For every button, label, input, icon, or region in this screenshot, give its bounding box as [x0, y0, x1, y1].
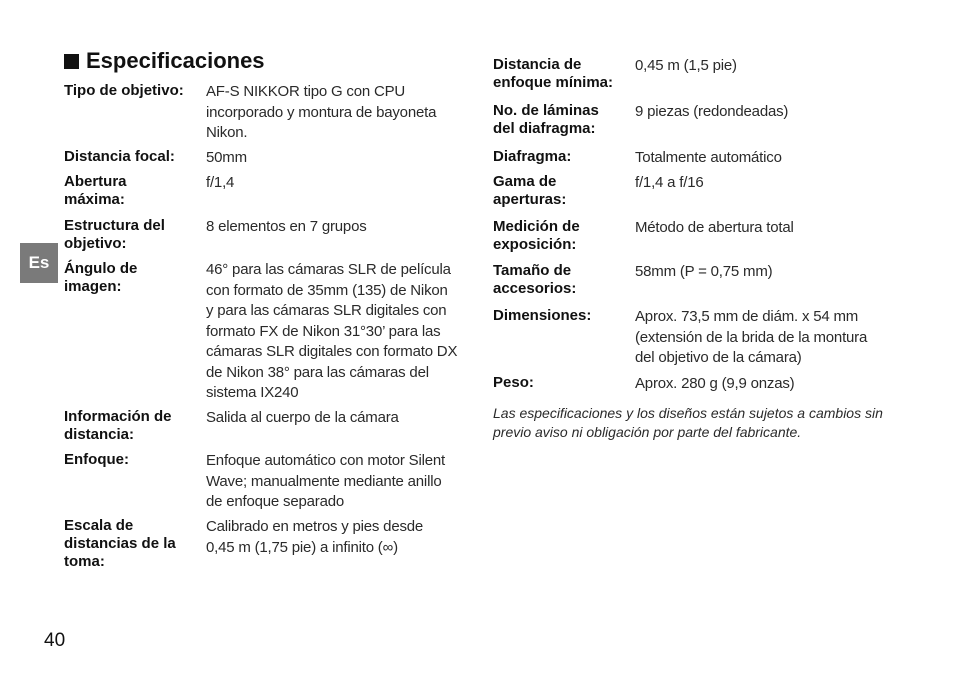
spec-row-informacion-distancia	[64, 408, 399, 444]
spec-label: Distancia de enfoque mínima:	[493, 56, 614, 91]
spec-row-peso	[493, 374, 794, 395]
spec-value: Salida al cuerpo de la cámara	[206, 409, 399, 426]
spec-label: Abertura máxima:	[64, 173, 127, 208]
spec-value: Calibrado en metros y pies desde 0,45 m (1,75 pie) a infinito (∞)	[206, 518, 424, 556]
spec-row-enfoque	[64, 451, 458, 513]
spec-value: Aprox. 73,5 mm de diám. x 54 mm (extensión de la brida de la montura del objetivo de la cámara)	[635, 308, 868, 366]
spec-row-tipo-objetivo	[64, 82, 458, 144]
spec-row-distancia-enfoque-minima	[493, 56, 737, 92]
spec-label: Peso:	[493, 374, 534, 391]
spec-row-diafragma	[493, 148, 782, 169]
spec-value: 58mm (P = 0,75 mm)	[635, 263, 773, 280]
spec-label: Información de distancia:	[64, 408, 172, 443]
spec-label: Distancia focal:	[64, 148, 175, 165]
spec-value: Totalmente automático	[635, 149, 782, 166]
spec-label: Gama de aperturas:	[493, 173, 567, 208]
spec-row-laminas-diafragma	[493, 102, 788, 138]
spec-label: Tamaño de accesorios:	[493, 262, 577, 297]
spec-value: Método de abertura total	[635, 219, 794, 236]
spec-row-estructura	[64, 217, 367, 253]
spec-row-escala-distancias	[64, 517, 436, 571]
spec-label: Tipo de objetivo:	[64, 82, 184, 99]
spec-value: 0,45 m (1,5 pie)	[635, 57, 737, 74]
spec-value: Enfoque automático con motor Silent Wave; manualmente mediante anillo de enfoque separado	[206, 452, 445, 510]
spec-row-abertura-maxima	[64, 173, 234, 209]
spec-label: No. de láminas del diafragma:	[493, 102, 599, 137]
spec-value: AF-S NIKKOR tipo G con CPU incorporado y montura de bayoneta Nikon.	[206, 83, 437, 141]
section-title	[64, 48, 265, 74]
section-title-text: Especificaciones	[86, 48, 265, 73]
spec-label: Enfoque:	[64, 451, 129, 468]
spec-value: 50mm	[206, 149, 247, 166]
spec-row-gama-aperturas	[493, 173, 703, 209]
spec-label: Escala de distancias de la toma:	[64, 517, 176, 570]
spec-label: Diafragma:	[493, 148, 572, 165]
square-bullet-icon	[64, 54, 79, 69]
spec-label: Estructura del objetivo:	[64, 217, 165, 252]
spec-value: f/1,4 a f/16	[635, 174, 704, 191]
spec-label: Ángulo de imagen:	[64, 260, 138, 295]
language-tab	[20, 243, 58, 283]
spec-value: 46° para las cámaras SLR de película con formato de 35mm (135) de Nikon y para las cámaras SLR digitales con formato FX de Nikon 31°30’ para las cámaras SLR digitales con formato DX de Nikon 38° para las cámaras del sistema IX240	[206, 261, 458, 401]
spec-value: 8 elementos en 7 grupos	[206, 218, 367, 235]
spec-row-dimensiones	[493, 307, 885, 369]
spec-value: 9 piezas (redondeadas)	[635, 103, 789, 120]
spec-row-medicion-exposicion	[493, 218, 794, 254]
spec-label: Medición de exposición:	[493, 218, 580, 253]
spec-row-tamano-accesorios	[493, 262, 772, 298]
spec-value: Aprox. 280 g (9,9 onzas)	[635, 375, 795, 392]
page-number: 40	[44, 630, 66, 651]
disclaimer-note: Las especificaciones y los diseños están sujetos a cambios sin previo aviso ni obligación por parte del fabricante.	[493, 405, 883, 440]
language-tab-label: Es	[28, 253, 50, 272]
spec-row-distancia-focal	[64, 148, 247, 169]
spec-value: f/1,4	[206, 174, 235, 191]
spec-row-angulo-imagen	[64, 260, 458, 404]
spec-label: Dimensiones:	[493, 307, 592, 324]
